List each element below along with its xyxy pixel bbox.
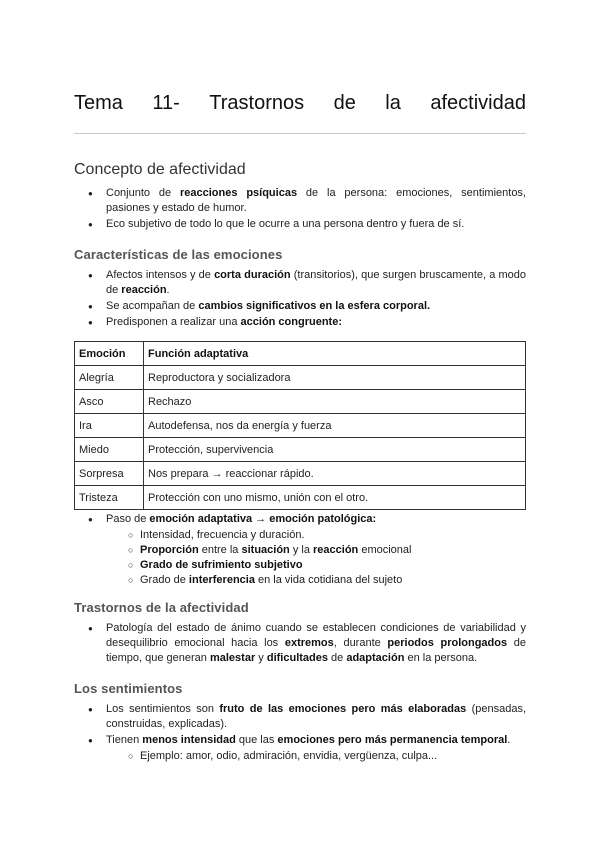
section4-list: [74, 702, 526, 764]
table-cell: Miedo: [75, 438, 144, 462]
title-word: de: [333, 92, 356, 114]
table-cell: Protección, supervivencia: [144, 438, 526, 462]
table-row: [75, 414, 526, 438]
title-word: 11-: [152, 92, 180, 114]
table-row: [75, 366, 526, 390]
table-cell: Sorpresa: [75, 462, 144, 486]
section2-list: [74, 268, 526, 331]
table-header: Emoción: [75, 342, 144, 366]
table-cell: Alegría: [75, 366, 144, 390]
list-item: ● Paso de emoción adaptativa → emoción patológica:: [74, 512, 526, 527]
section-heading-trastornos: Trastornos de la afectividad: [74, 600, 249, 615]
section-heading-sentimientos: Los sentimientos: [74, 681, 183, 696]
section-heading-caracteristicas: Características de las emociones: [74, 247, 283, 262]
list-item: ● Predisponen a realizar una acción congruente:: [74, 315, 526, 330]
list-item: ● Tienen menos intensidad que las emociones pero más permanencia temporal.: [74, 733, 526, 748]
list-item: ● Patología del estado de ánimo cuando se establecen condiciones de variabilidad y desequilibrio emocional hacia los extremos, durante periodos prolongados de tiempo, que generan malestar y dificultades de adaptación en la persona.: [74, 621, 526, 666]
table-cell: Ira: [75, 414, 144, 438]
list-item: ● Los sentimientos son fruto de las emociones pero más elaboradas (pensadas, construidas, explicadas).: [74, 702, 526, 732]
table-header: Función adaptativa: [144, 342, 526, 366]
list-item: ● Afectos intensos y de corta duración (transitorios), que surgen bruscamente, a modo de reacción.: [74, 268, 526, 298]
table-header-row: [75, 342, 526, 366]
table-cell: Nos prepara → reaccionar rápido.: [144, 462, 526, 486]
table-cell: Autodefensa, nos da energía y fuerza: [144, 414, 526, 438]
section-heading-concepto: Concepto de afectividad: [74, 161, 246, 178]
table-cell: Tristeza: [75, 486, 144, 510]
table-row: [75, 462, 526, 486]
list-item: ● Eco subjetivo de todo lo que le ocurre a una persona dentro y fuera de sí.: [74, 217, 526, 232]
title-word: la: [385, 92, 401, 114]
sub-list-item: ○ Ejemplo: amor, odio, admiración, envidia, vergüenza, culpa...: [74, 749, 526, 764]
table-cell: Reproductora y socializadora: [144, 366, 526, 390]
list-item: ● Conjunto de reacciones psíquicas de la persona: emociones, sentimientos, pasiones y estado de humor.: [74, 186, 526, 216]
table-cell: Asco: [75, 390, 144, 414]
sub-list-item: ○ Proporción entre la situación y la reacción emocional: [74, 543, 526, 558]
sub-list-item: ○ Grado de interferencia en la vida cotidiana del sujeto: [74, 573, 526, 588]
list-item: ● Se acompañan de cambios significativos en la esfera corporal.: [74, 299, 526, 314]
title-divider: [74, 133, 526, 134]
title-word: Tema: [74, 92, 123, 114]
table-row: [75, 486, 526, 510]
section2b-list: [74, 512, 526, 588]
section1-list: [74, 186, 526, 233]
sub-list-item: ○ Grado de sufrimiento subjetivo: [74, 558, 526, 573]
page-title: [74, 92, 526, 115]
title-word: afectividad: [430, 92, 526, 114]
table-row: [75, 438, 526, 462]
table-row: [75, 390, 526, 414]
section3-list: [74, 621, 526, 667]
emotions-table: [74, 341, 526, 510]
sub-list-item: ○ Intensidad, frecuencia y duración.: [74, 528, 526, 543]
table-cell: Protección con uno mismo, unión con el otro.: [144, 486, 526, 510]
title-word: Trastornos: [209, 92, 305, 114]
table-cell: Rechazo: [144, 390, 526, 414]
